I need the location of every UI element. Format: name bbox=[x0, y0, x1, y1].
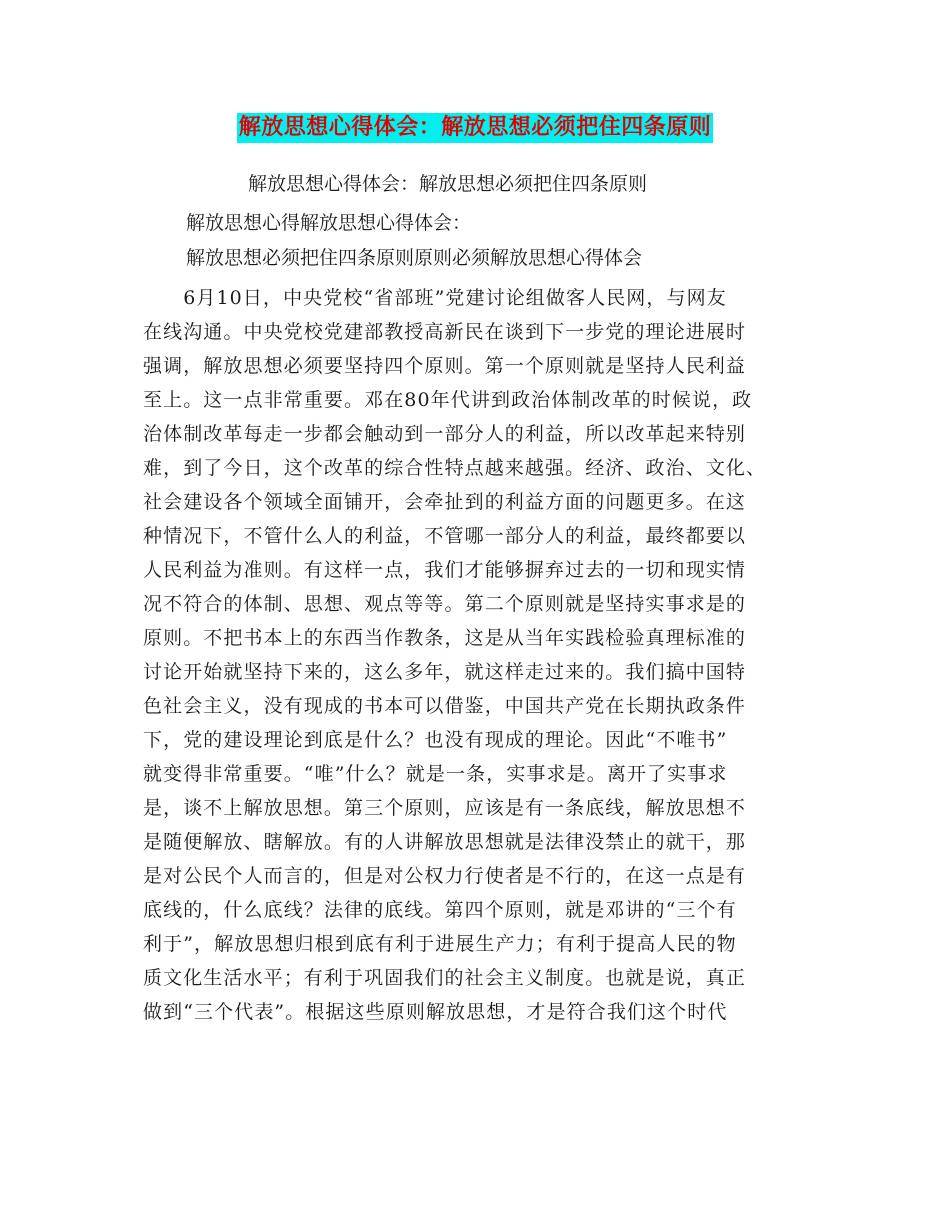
body-line: 讨论开始就坚持下来的，这么多年，就这样走过来的。我们搞中国特 bbox=[143, 661, 747, 683]
body-line: 况不符合的体制、思想、观点等等。第二个原则就是坚持实事求是的 bbox=[143, 593, 747, 615]
document-title: 解放思想心得体会：解放思想必须把住四条原则 bbox=[237, 113, 714, 143]
title-container bbox=[0, 113, 950, 143]
body-line: 是，谈不上解放思想。第三个原则，应该是有一条底线，解放思想不 bbox=[143, 797, 747, 819]
body-line: 治体制改革每走一步都会触动到一部分人的利益，所以改革起来特别 bbox=[143, 423, 747, 445]
body-line: 人民利益为准则。有这样一点，我们才能够摒弃过去的一切和现实情 bbox=[143, 559, 747, 581]
body-line: 下，党的建设理论到底是什么？也没有现成的理论。因此“不唯书” bbox=[143, 729, 728, 751]
body-line: 是随便解放、瞎解放。有的人讲解放思想就是法律没禁止的就干，那 bbox=[143, 831, 747, 853]
meta-line-2: 解放思想必须把住四条原则原则必须解放思想心得体会 bbox=[186, 247, 643, 269]
body-line: 社会建设各个领域全面铺开，会牵扯到的利益方面的问题更多。在这 bbox=[143, 491, 747, 513]
body-paragraph bbox=[143, 281, 803, 1029]
document-subtitle: 解放思想心得体会：解放思想必须把住四条原则 bbox=[248, 173, 648, 195]
meta-line-1: 解放思想心得解放思想心得体会： bbox=[186, 212, 472, 234]
body-line: 原则。不把书本上的东西当作教条，这是从当年实践检验真理标准的 bbox=[143, 627, 747, 649]
body-line: 至上。这一点非常重要。邓在80年代讲到政治体制改革的时候说，政 bbox=[143, 389, 753, 411]
body-line: 色社会主义，没有现成的书本可以借鉴，中国共产党在长期执政条件 bbox=[143, 695, 747, 717]
body-line: 就变得非常重要。“唯”什么？就是一条，实事求是。离开了实事求 bbox=[143, 763, 728, 785]
body-line: 是对公民个人而言的，但是对公权力行使者是不行的，在这一点是有 bbox=[143, 865, 747, 887]
body-line: 难，到了今日，这个改革的综合性特点越来越强。经济、政治、文化、 bbox=[143, 457, 767, 479]
body-line: 质文化生活水平；有利于巩固我们的社会主义制度。也就是说，真正 bbox=[143, 967, 747, 989]
body-line: 强调，解放思想必须要坚持四个原则。第一个原则就是坚持人民利益 bbox=[143, 355, 747, 377]
body-line: 6月10日，中央党校“省部班”党建讨论组做客人民网，与网友 bbox=[143, 287, 727, 309]
body-line: 做到“三个代表”。根据这些原则解放思想，才是符合我们这个时代 bbox=[143, 1001, 728, 1023]
body-line: 底线的，什么底线？法律的底线。第四个原则，就是邓讲的“三个有 bbox=[143, 899, 737, 921]
body-line: 在线沟通。中央党校党建部教授高新民在谈到下一步党的理论进展时 bbox=[143, 321, 747, 343]
body-line: 种情况下，不管什么人的利益，不管哪一部分人的利益，最终都要以 bbox=[143, 525, 747, 547]
body-line: 利于”，解放思想归根到底有利于进展生产力；有利于提高人民的物 bbox=[143, 933, 737, 955]
